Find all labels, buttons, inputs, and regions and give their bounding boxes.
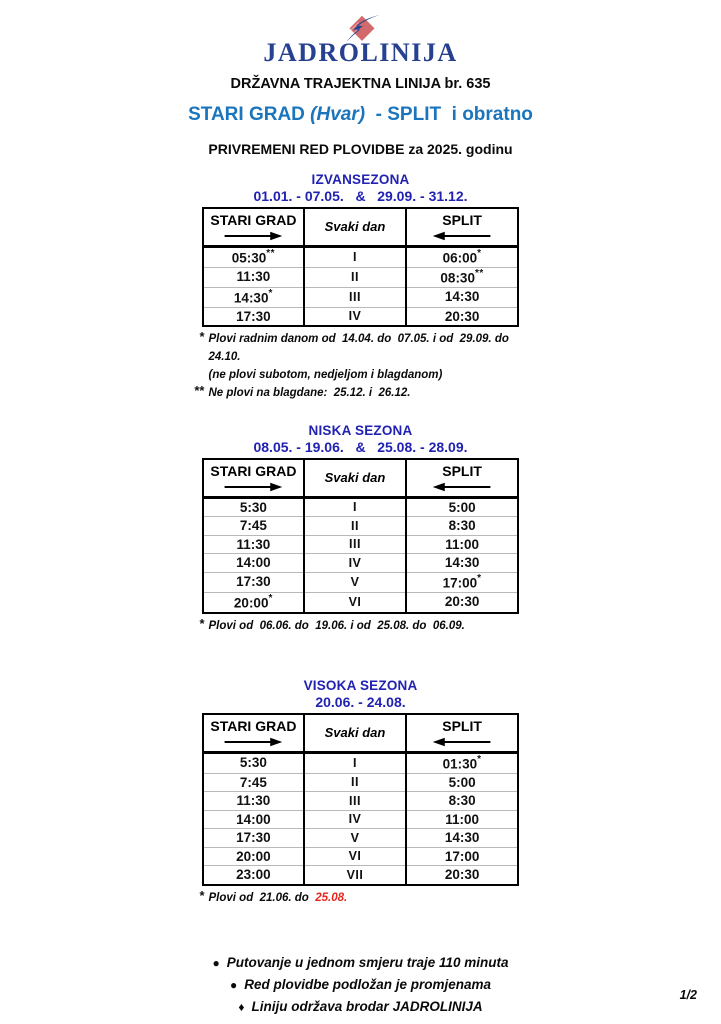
header-cell-stari-grad xyxy=(203,208,304,247)
footnote xyxy=(193,615,529,636)
day-number-cell: V xyxy=(304,572,406,592)
timetable xyxy=(202,207,519,328)
day-number-cell: I xyxy=(304,752,406,773)
svaki-dan-label: Svaki dan xyxy=(324,218,386,234)
arrival-time-cell: 5:00 xyxy=(406,773,518,792)
timetable-row xyxy=(203,847,518,866)
arrival-time-cell: 17:00 xyxy=(406,847,518,866)
page-number: 1/2 xyxy=(679,988,697,1002)
note-text: Putovanje u jednom smjeru traje 110 minuta xyxy=(226,954,509,970)
footnote-line: Plovi radnim danom od 14.04. do 07.05. i od 29.09. do 24.10. xyxy=(208,333,516,364)
footnote-line: Plovi od 06.06. do 19.06. i od 25.08. do 06.09. xyxy=(208,619,465,632)
departure-time-cell: 17:30 xyxy=(203,572,304,592)
timetable xyxy=(202,713,519,886)
timetable-row xyxy=(203,287,518,307)
note-text: Red plovidbe podložan je promjenama xyxy=(244,976,492,992)
timetable-row xyxy=(203,535,518,554)
header-cell-split xyxy=(406,208,518,247)
arrow-left-icon xyxy=(431,737,493,747)
footnote-line: Plovi od 21.06. do 25.08. xyxy=(208,891,348,904)
bottom-notes xyxy=(0,952,721,1019)
departure-time-cell: 14:00 xyxy=(203,810,304,829)
timetable-row xyxy=(203,267,518,287)
timetable-row xyxy=(203,554,518,573)
footnote-marker: * xyxy=(199,887,205,903)
season-dates: 20.06. - 24.08. xyxy=(315,693,406,710)
day-number-cell: II xyxy=(304,517,406,536)
day-number-cell: III xyxy=(304,287,406,307)
departure-time-cell: 5:30 xyxy=(239,499,267,515)
arrival-time-cell: 8:30 xyxy=(406,792,518,811)
day-number-cell: VI xyxy=(304,592,406,613)
season-title: IZVANSEZONA xyxy=(311,171,410,187)
timetable-row xyxy=(203,866,518,885)
stari-grad-label: STARI GRAD xyxy=(210,211,297,228)
split-label: SPLIT xyxy=(442,717,482,734)
timetable-body xyxy=(203,752,518,885)
arrival-time-cell: 20:30 xyxy=(406,866,518,885)
departure-time-cell: 11:30 xyxy=(203,267,304,287)
timetable-row xyxy=(203,592,518,613)
footnote xyxy=(193,887,529,908)
timetable-row xyxy=(203,307,518,326)
day-number-cell: III xyxy=(304,792,406,811)
footnote-line: (ne plovi subotom, nedjeljom i blagdanom) xyxy=(208,368,443,381)
timetable-body xyxy=(203,246,518,326)
schedule-year-title: PRIVREMENI RED PLOVIDBE za 2025. godinu xyxy=(208,140,513,157)
route-title xyxy=(0,104,721,126)
timetable xyxy=(202,458,519,614)
document-subtitle: DRŽAVNA TRAJEKTNA LINIJA br. 635 xyxy=(230,75,491,92)
season-title: VISOKA SEZONA xyxy=(303,677,418,693)
day-number-cell: I xyxy=(304,497,406,517)
season-section xyxy=(0,172,721,403)
day-number-cell: III xyxy=(304,535,406,554)
timetable-row xyxy=(203,497,518,517)
arrow-left-icon xyxy=(431,482,493,492)
departure-time-cell: 17:30 xyxy=(203,307,304,326)
day-number-cell: II xyxy=(304,773,406,792)
season-section xyxy=(0,423,721,636)
stari-grad-label: STARI GRAD xyxy=(210,462,297,479)
arrow-left-icon xyxy=(431,231,493,241)
timetable-header-row xyxy=(203,208,518,247)
arrival-time-cell: 8:30 xyxy=(406,517,518,536)
day-number-cell: IV xyxy=(304,554,406,573)
header-cell-split xyxy=(406,459,518,498)
timetable-header-row xyxy=(203,459,518,498)
departure-time-cell: 5:30 xyxy=(239,755,267,771)
note-item xyxy=(0,974,721,996)
season-sections xyxy=(0,172,721,908)
footnotes xyxy=(193,887,529,908)
day-number-cell: I xyxy=(304,246,406,267)
route-island: (Hvar) xyxy=(310,103,366,125)
timetable-row xyxy=(203,246,518,267)
day-number-cell: IV xyxy=(304,810,406,829)
header-cell-svaki-dan xyxy=(304,459,406,498)
footnote xyxy=(193,382,529,403)
footnote-line: Ne plovi na blagdane: 25.12. i 26.12. xyxy=(208,386,411,399)
timetable-row xyxy=(203,829,518,848)
timetable-row xyxy=(203,572,518,592)
season-section xyxy=(0,678,721,908)
footnotes xyxy=(193,615,529,636)
jadrolinija-logo xyxy=(263,14,457,68)
timetable-row xyxy=(203,752,518,773)
arrival-time-cell: 14:30 xyxy=(406,829,518,848)
arrival-time-cell: 01:30* xyxy=(406,752,518,773)
arrival-time-cell: 11:00 xyxy=(406,810,518,829)
timetable-row xyxy=(203,810,518,829)
timetable-row xyxy=(203,517,518,536)
season-dates: 08.05. - 19.06. & 25.08. - 28.09. xyxy=(253,438,468,455)
arrival-time-cell: 11:00 xyxy=(406,535,518,554)
arrival-time-cell: 14:30 xyxy=(406,554,518,573)
departure-time-cell: 20:00 xyxy=(203,847,304,866)
departure-time-cell: 11:30 xyxy=(203,792,304,811)
season-title: NISKA SEZONA xyxy=(308,422,413,438)
svaki-dan-label: Svaki dan xyxy=(324,724,386,740)
header-cell-svaki-dan xyxy=(304,714,406,753)
departure-time-cell: 14:30* xyxy=(203,287,304,307)
route-destination: - SPLIT i obratno xyxy=(365,103,533,125)
route-origin: STARI GRAD xyxy=(188,103,311,125)
departure-time-cell: 20:00* xyxy=(203,592,304,613)
footnotes xyxy=(193,331,529,402)
svaki-dan-label: Svaki dan xyxy=(324,469,386,485)
departure-time-cell: 11:30 xyxy=(203,535,304,554)
header-cell-split xyxy=(406,714,518,753)
arrow-right-icon xyxy=(222,231,284,241)
timetable-body xyxy=(203,497,518,613)
split-label: SPLIT xyxy=(442,211,482,228)
stari-grad-label: STARI GRAD xyxy=(210,717,297,734)
departure-time-cell: 17:30 xyxy=(203,829,304,848)
arrival-time-cell: 08:30** xyxy=(406,267,518,287)
note-bullet-icon: ● xyxy=(229,977,238,992)
day-number-cell: VI xyxy=(304,847,406,866)
footnote-marker: ** xyxy=(194,382,205,398)
logo-text: JADROLINIJA xyxy=(263,38,458,67)
day-number-cell: II xyxy=(304,267,406,287)
arrow-right-icon xyxy=(222,482,284,492)
departure-time-cell: 05:30** xyxy=(231,247,276,266)
arrival-time-cell: 14:30 xyxy=(406,287,518,307)
arrival-time-cell: 17:00* xyxy=(406,572,518,592)
note-text: Liniju održava brodar JADROLINIJA xyxy=(251,999,483,1015)
note-item xyxy=(0,952,721,974)
note-bullet-icon: ● xyxy=(212,955,220,970)
arrival-time-cell: 20:30 xyxy=(406,592,518,613)
arrival-time-cell: 06:00* xyxy=(406,246,518,267)
departure-time-cell: 7:45 xyxy=(203,773,304,792)
split-label: SPLIT xyxy=(442,462,482,479)
footnote xyxy=(193,331,529,384)
season-dates: 01.01. - 07.05. & 29.09. - 31.12. xyxy=(253,187,468,204)
header-cell-stari-grad xyxy=(203,714,304,753)
arrow-right-icon xyxy=(222,737,284,747)
note-item xyxy=(0,996,721,1018)
day-number-cell: V xyxy=(304,829,406,848)
timetable-row xyxy=(203,773,518,792)
header-cell-svaki-dan xyxy=(304,208,406,247)
note-bullet-icon: ♦ xyxy=(238,1000,245,1015)
footnote-marker: * xyxy=(199,615,205,631)
timetable-header-row xyxy=(203,714,518,753)
day-number-cell: VII xyxy=(304,866,406,885)
timetable-row xyxy=(203,792,518,811)
arrival-time-cell: 20:30 xyxy=(406,307,518,326)
departure-time-cell: 7:45 xyxy=(203,517,304,536)
departure-time-cell: 14:00 xyxy=(203,554,304,573)
footnote-marker: * xyxy=(199,329,205,345)
day-number-cell: IV xyxy=(304,307,406,326)
arrival-time-cell: 5:00 xyxy=(406,497,518,517)
departure-time-cell: 23:00 xyxy=(203,866,304,885)
header-cell-stari-grad xyxy=(203,459,304,498)
